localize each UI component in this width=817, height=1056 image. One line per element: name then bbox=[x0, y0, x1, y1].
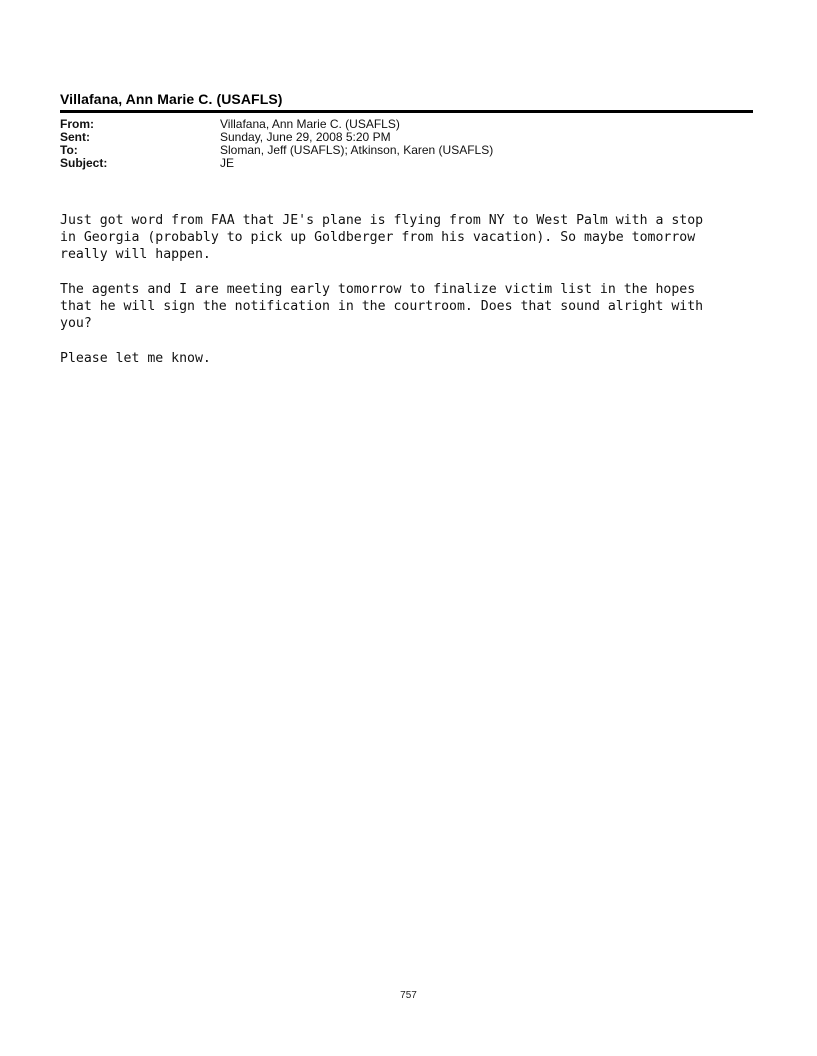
to-row bbox=[60, 144, 493, 157]
body-paragraph: Please let me know. bbox=[60, 351, 211, 366]
email-metadata bbox=[60, 118, 493, 170]
header-divider bbox=[60, 110, 753, 113]
to-value: Sloman, Jeff (USAFLS); Atkinson, Karen (USAFLS) bbox=[220, 143, 494, 157]
sent-label: Sent: bbox=[60, 130, 90, 144]
subject-row bbox=[60, 157, 493, 170]
to-label: To: bbox=[60, 143, 78, 157]
from-value: Villafana, Ann Marie C. (USAFLS) bbox=[220, 117, 400, 131]
subject-value: JE bbox=[220, 156, 235, 170]
document-title: Villafana, Ann Marie C. (USAFLS) bbox=[60, 91, 283, 107]
body-paragraph: The agents and I are meeting early tomorrow to finalize victim list in the hopes that he will sign the notification in the courtroom. Does that sound alright with you? bbox=[60, 282, 704, 331]
sent-value: Sunday, June 29, 2008 5:20 PM bbox=[220, 130, 391, 144]
from-label: From: bbox=[60, 117, 94, 131]
email-body bbox=[60, 212, 760, 385]
subject-label: Subject: bbox=[60, 156, 108, 170]
body-paragraph: Just got word from FAA that JE's plane is flying from NY to West Palm with a stop in Georgia (probably to pick up Goldberger from his vacation). So maybe tomorrow really will happen. bbox=[60, 213, 704, 262]
page-number: 757 bbox=[400, 990, 417, 1001]
